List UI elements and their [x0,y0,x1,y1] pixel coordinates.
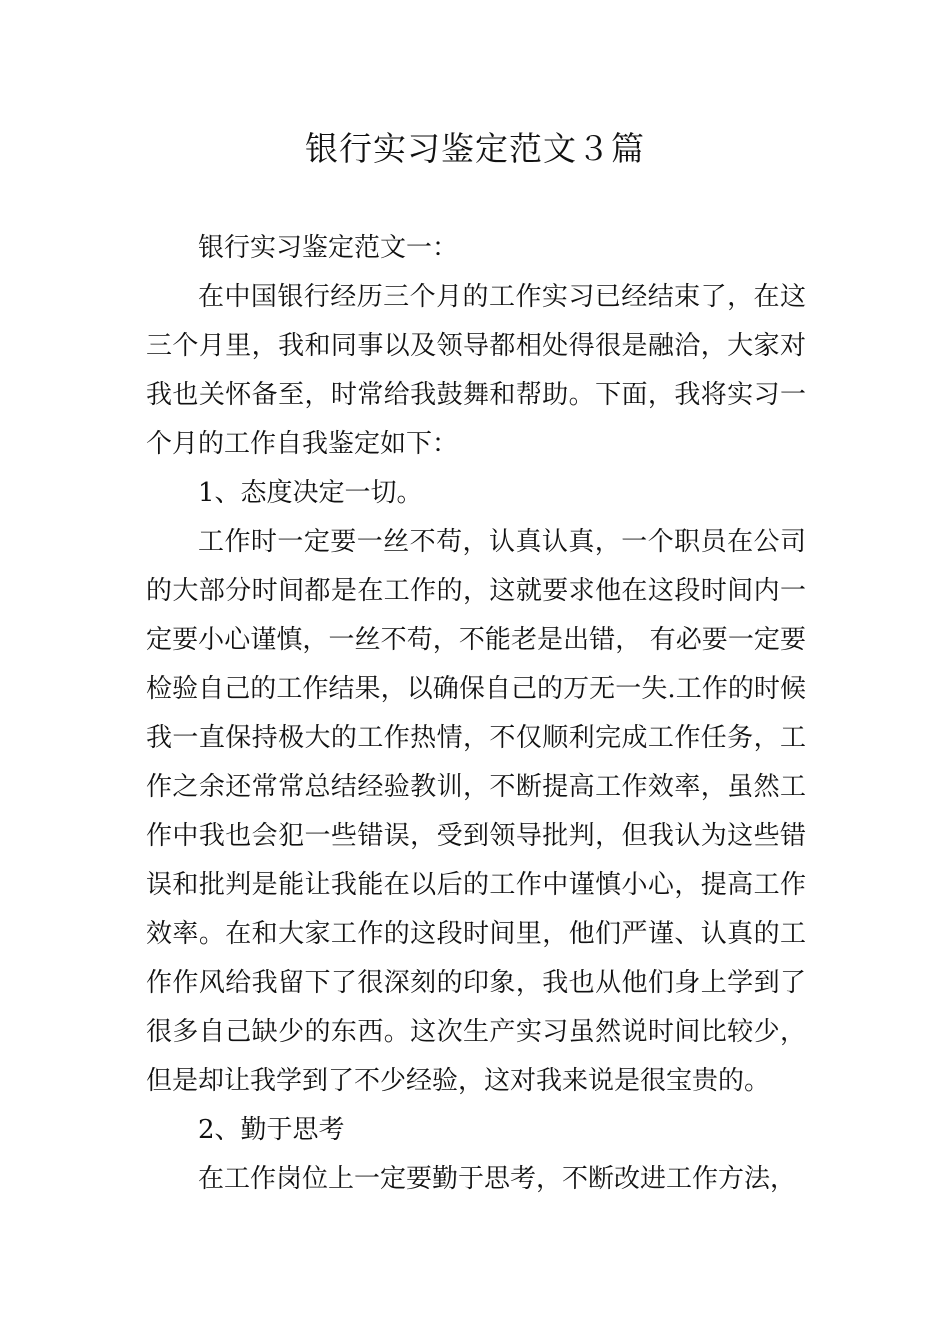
paragraph-intro: 在中国银行经历三个月的工作实习已经结束了，在这三个月里，我和同事以及领导都相处得很是融洽，大家对我也关怀备至，时常给我鼓舞和帮助。下面，我将实习一个月的工作自我鉴定如下： [146,282,806,459]
document-body [146,224,806,1204]
paragraph-attitude: 工作时一定要一丝不苟，认真认真，一个职员在公司的大部分时间都是在工作的，这就要求他在这段时间内一定要小心谨慎，一丝不苟，不能老是出错， 有必要一定要检验自己的工作结果，以确保自己的万无一失.工作的时候我一直保持极大的工作热情，不仅顺利完成工作任务，工作之余还常常总结经验教训，不断提高工作效率，虽然工作中我也会犯一些错误，受到领导批判，但我认为这些错误和批判是能让我能在以后的工作中谨慎小心，提高工作效率。在和大家工作的这段时间里，他们严谨、认真的工作作风给我留下了很深刻的印象，我也从他们身上学到了很多自己缺少的东西。这次生产实习虽然说时间比较少，但是却让我学到了不少经验，这对我来说是很宝贵的。 [146,527,806,1096]
paragraph-heading-one: 银行实习鉴定范文一： [198,233,459,263]
section-heading-thinking: 2、勤于思考 [198,1115,345,1145]
paragraph-thinking: 在工作岗位上一定要勤于思考，不断改进工作方法， [198,1164,797,1194]
document-title: 银行实习鉴定范文３篇 [305,129,645,168]
section-heading-attitude: 1、态度决定一切。 [198,478,423,508]
